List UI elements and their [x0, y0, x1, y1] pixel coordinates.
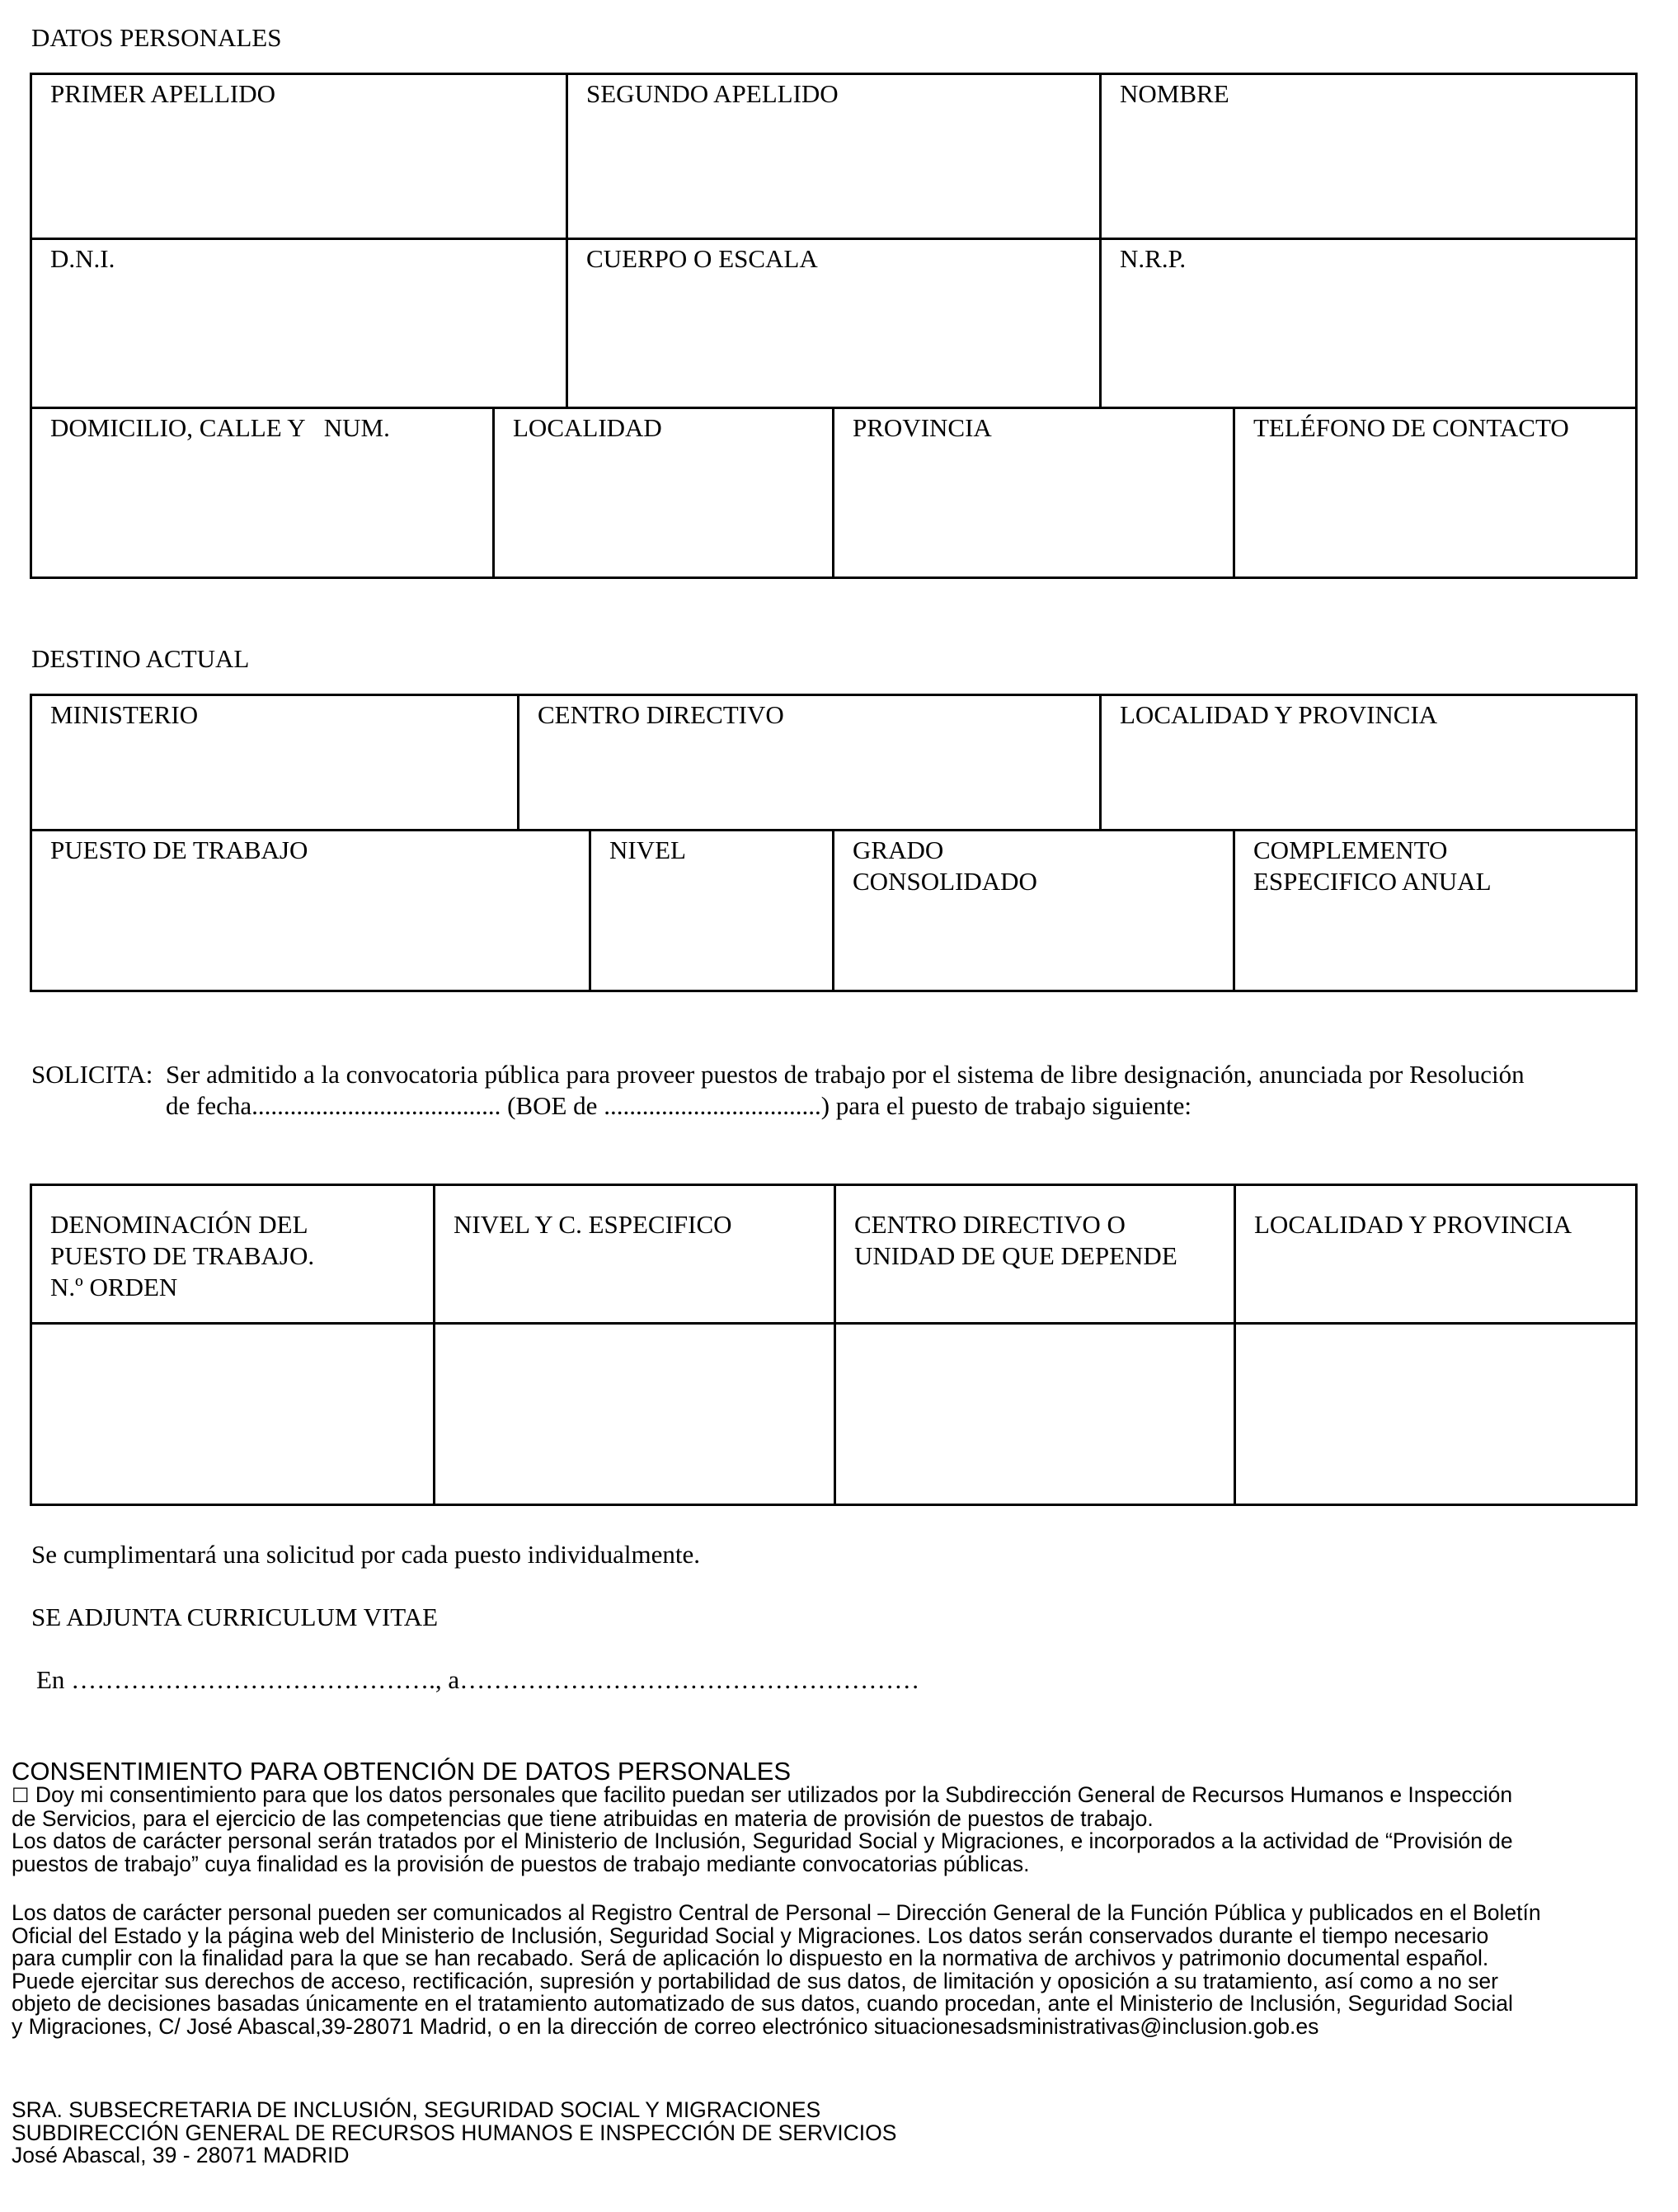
field-label: PRIMER APELLIDO: [50, 79, 275, 108]
field-label: TELÉFONO DE CONTACTO: [1253, 413, 1569, 442]
field-label: SEGUNDO APELLIDO: [586, 79, 839, 108]
field-localidad[interactable]: [495, 409, 832, 577]
destinatario-block: [12, 2099, 896, 2167]
note-curriculum: SE ADJUNTA CURRICULUM VITAE: [31, 1603, 439, 1631]
field-label: GRADO CONSOLIDADO: [853, 835, 1037, 896]
field-localidad-provincia[interactable]: [1102, 696, 1635, 829]
destinatario-line3: José Abascal, 39 - 28071 MADRID: [12, 2143, 350, 2167]
consent-line: [12, 1784, 1669, 1808]
consent-line: Los datos de carácter personal serán tratados por el Ministerio de Inclusión, Seguridad Social y Migraciones, e incorporados a la actividad de “Provisión de: [12, 1828, 1513, 1853]
header-localidad-provincia: [1236, 1206, 1635, 1244]
field-primer-apellido[interactable]: [32, 75, 566, 238]
consentimiento-title: CONSENTIMIENTO PARA OBTENCIÓN DE DATOS PERSONALES: [12, 1757, 792, 1786]
consent-line: y Migraciones, C/ José Abascal,39-28071 Madrid, o en la dirección de correo electrónico situacionesadsministrativas@inclusion.gob.es: [12, 2013, 1319, 2039]
field-label: DOMICILIO, CALLE Y NUM.: [50, 413, 390, 442]
field-label: NIVEL: [609, 835, 686, 864]
field-domicilio[interactable]: [32, 409, 492, 577]
solicita-text-line1: Ser admitido a la convocatoria pública para proveer puestos de trabajo por el sistema de libre designación, anunciada por Resolución: [166, 1060, 1525, 1089]
consent-line: Oficial del Estado y la página web del Ministerio de Inclusión, Seguridad Social y Migraciones. Los datos serán conservados durante el tiempo necesario: [12, 1923, 1489, 1948]
consent-line: objeto de decisiones basadas únicamente en el tratamiento automatizado de sus datos, cuando procedan, ante el Ministerio de Inclusión, Seguridad Social: [12, 1991, 1513, 2016]
field-label: CUERPO O ESCALA: [586, 244, 818, 273]
destinatario-line2: SUBDIRECCIÓN GENERAL DE RECURSOS HUMANOS E INSPECCIÓN DE SERVICIOS: [12, 2120, 897, 2145]
lugar-fecha-line[interactable]: En ……………………………………., a………………………………………………: [36, 1665, 920, 1694]
header-nivel-c-especifico: [435, 1206, 834, 1244]
section-heading-datos-personales: DATOS PERSONALES: [31, 23, 282, 52]
field-provincia[interactable]: [834, 409, 1233, 577]
field-label: NOMBRE: [1120, 79, 1229, 108]
field-cuerpo-escala[interactable]: [568, 240, 1099, 407]
datos-personales-table: [30, 73, 1638, 579]
field-label: PUESTO DE TRABAJO: [50, 835, 308, 864]
field-label: N.R.P.: [1120, 244, 1187, 273]
consent-text: Doy mi consentimiento para que los datos personales que facilito puedan ser utilizados por la Subdirección General de Recursos Humanos e Inspección: [35, 1782, 1513, 1807]
header-label: LOCALIDAD Y PROVINCIA: [1254, 1210, 1572, 1239]
header-label: DENOMINACIÓN DEL PUESTO DE TRABAJO. N.º ORDEN: [50, 1210, 315, 1301]
field-label: LOCALIDAD Y PROVINCIA: [1120, 700, 1438, 729]
field-puesto-trabajo[interactable]: [32, 831, 589, 990]
field-nombre[interactable]: [1102, 75, 1635, 238]
consent-line: para cumplir con la finalidad para la que se han recabado. Será de aplicación lo dispuesto en la normativa de archivos y patrimonio documental español.: [12, 1946, 1489, 1970]
header-denominacion: [32, 1206, 433, 1306]
field-dni[interactable]: [32, 240, 566, 407]
field-telefono[interactable]: [1235, 409, 1635, 577]
field-label: COMPLEMENTO ESPECIFICO ANUAL: [1253, 835, 1492, 896]
field-label: MINISTERIO: [50, 700, 199, 729]
field-grado-consolidado[interactable]: [834, 831, 1233, 990]
field-label: D.N.I.: [50, 244, 115, 273]
field-nivel[interactable]: [591, 831, 832, 990]
header-label: NIVEL Y C. ESPECIFICO: [454, 1210, 732, 1239]
input-localidad-provincia[interactable]: [1236, 1325, 1635, 1504]
section-heading-destino-actual: DESTINO ACTUAL: [31, 644, 250, 673]
puesto-solicitado-table: [30, 1184, 1638, 1506]
field-ministerio[interactable]: [32, 696, 517, 829]
note-individual: Se cumplimentará una solicitud por cada puesto individualmente.: [31, 1540, 700, 1569]
field-segundo-apellido[interactable]: [568, 75, 1099, 238]
consent-checkbox[interactable]: ☐: [12, 1784, 30, 1807]
field-label: CENTRO DIRECTIVO: [538, 700, 784, 729]
field-complemento-especifico[interactable]: [1235, 831, 1635, 990]
solicita-label: SOLICITA:: [31, 1060, 153, 1089]
field-label: PROVINCIA: [853, 413, 992, 442]
solicita-text-line2: de fecha....................................... (BOE de ..................................) para el puesto de trabajo siguiente:: [166, 1091, 1192, 1120]
consent-line: Puede ejercitar sus derechos de acceso, rectificación, supresión y portabilidad de sus datos, de limitación y oposición a su tratamiento, así como a no ser: [12, 1968, 1498, 1993]
input-denominacion[interactable]: [32, 1325, 433, 1504]
field-nrp[interactable]: [1102, 240, 1635, 407]
input-centro-directivo[interactable]: [836, 1325, 1234, 1504]
field-centro-directivo[interactable]: [519, 696, 1099, 829]
consentimiento-paragraph-1: [12, 1784, 1669, 1875]
input-nivel-c-especifico[interactable]: [435, 1325, 834, 1504]
header-label: CENTRO DIRECTIVO O UNIDAD DE QUE DEPENDE: [854, 1210, 1177, 1270]
header-centro-directivo: [836, 1206, 1234, 1275]
consent-line: Los datos de carácter personal pueden ser comunicados al Registro Central de Personal – Dirección General de la Función Pública y publicados en el Boletín: [12, 1900, 1541, 1925]
consent-line: puestos de trabajo” cuya finalidad es la provisión de puestos de trabajo mediante convocatorias públicas.: [12, 1851, 1030, 1876]
destinatario-line1: SRA. SUBSECRETARIA DE INCLUSIÓN, SEGURIDAD SOCIAL Y MIGRACIONES: [12, 2097, 821, 2122]
destino-actual-table: [30, 694, 1638, 992]
consentimiento-paragraph-2: [12, 1902, 1669, 2038]
consent-line: de Servicios, para el ejercicio de las competencias que tiene atribuidas en materia de provisión de puestos de trabajo.: [12, 1805, 1154, 1831]
field-label: LOCALIDAD: [513, 413, 662, 442]
